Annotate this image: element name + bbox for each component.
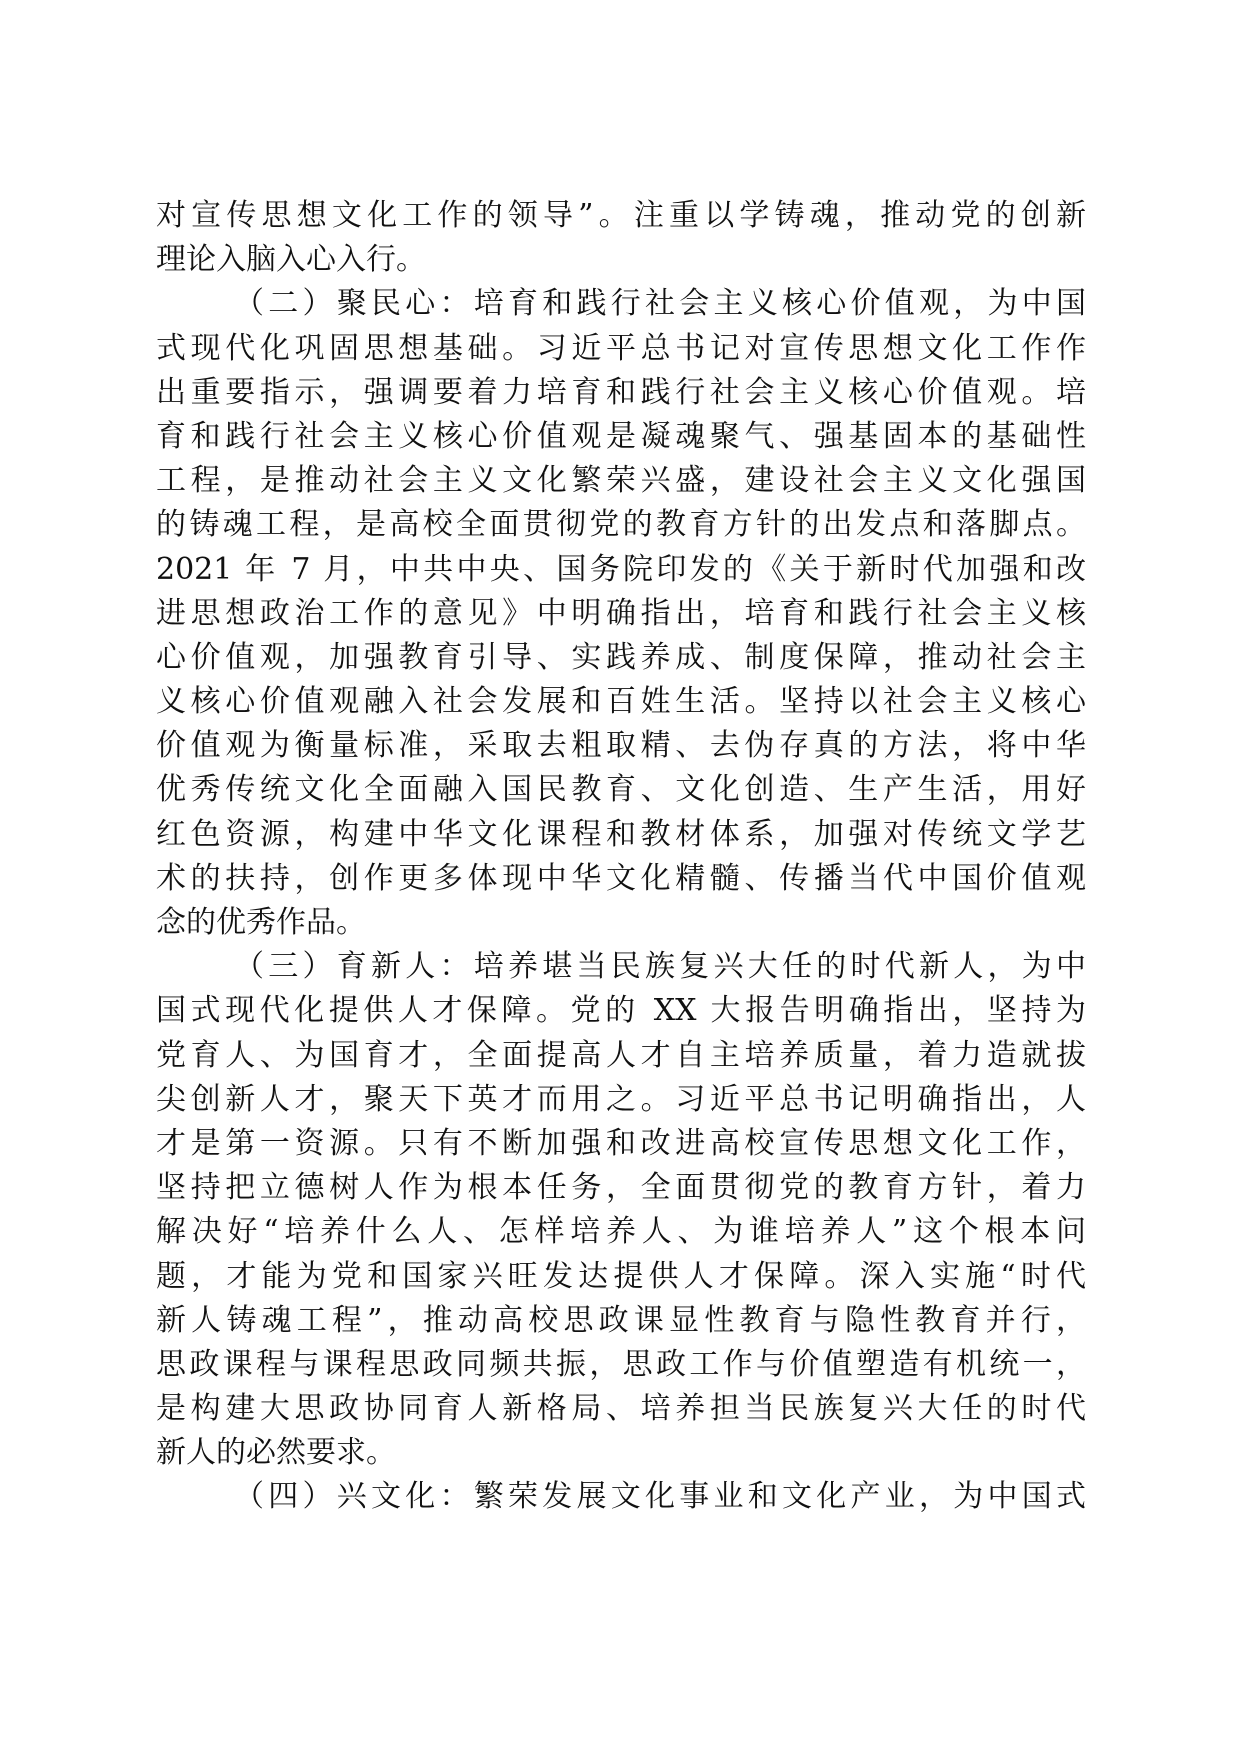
- text-line: 红色资源，构建中华文化课程和教材体系，加强对传统文学艺: [156, 816, 1086, 852]
- text-line: 义核心价值观融入社会发展和百姓生活。坚持以社会主义核心: [156, 684, 1086, 720]
- text-line: 理论入脑入心入行。: [156, 242, 426, 278]
- text-line: 新人铸魂工程”，推动高校思政课显性教育与隐性教育并行，: [156, 1302, 1086, 1338]
- text-line: 术的扶持，创作更多体现中华文化精髓、传播当代中国价值观: [156, 860, 1086, 896]
- text-line: 思政课程与课程思政同频共振，思政工作与价值塑造有机统一，: [156, 1346, 1086, 1382]
- text-line: 优秀传统文化全面融入国民教育、文化创造、生产生活，用好: [156, 772, 1086, 808]
- text-line: 国式现代化提供人才保障。党的 XX 大报告明确指出，坚持为: [156, 993, 1086, 1029]
- section-heading-line: （三）育新人：培养堪当民族复兴大任的时代新人，为中: [234, 949, 1086, 985]
- text-line: 念的优秀作品。: [156, 905, 366, 940]
- text-line: 育和践行社会主义核心价值观是凝魂聚气、强基固本的基础性: [156, 418, 1086, 454]
- text-line: 式现代化巩固思想基础。习近平总书记对宣传思想文化工作作: [156, 330, 1086, 366]
- text-line: 的铸魂工程，是高校全面贯彻党的教育方针的出发点和落脚点。: [156, 507, 1086, 543]
- text-line: 2021 年 7 月，中共中央、国务院印发的《关于新时代加强和改: [156, 551, 1086, 587]
- text-line: 价值观为衡量标准，采取去粗取精、去伪存真的方法，将中华: [156, 728, 1086, 764]
- text-line: 心价值观，加强教育引导、实践养成、制度保障，推动社会主: [156, 639, 1086, 675]
- text-line: 解决好“培养什么人、怎样培养人、为谁培养人”这个根本问: [156, 1214, 1086, 1250]
- text-line: 进思想政治工作的意见》中明确指出，培育和践行社会主义核: [156, 595, 1086, 631]
- text-line: 坚持把立德树人作为根本任务，全面贯彻党的教育方针，着力: [156, 1170, 1086, 1206]
- text-line: 工程，是推动社会主义文化繁荣兴盛，建设社会主义文化强国: [156, 463, 1086, 499]
- text-line: 党育人、为国育才，全面提高人才自主培养质量，着力造就拔: [156, 1037, 1086, 1073]
- text-line: 才是第一资源。只有不断加强和改进高校宣传思想文化工作，: [156, 1125, 1086, 1161]
- section-heading-line: （二）聚民心：培育和践行社会主义核心价值观，为中国: [234, 286, 1086, 322]
- section-heading-line: （四）兴文化：繁荣发展文化事业和文化产业，为中国式: [234, 1479, 1086, 1515]
- text-line: 题，才能为党和国家兴旺发达提供人才保障。深入实施“时代: [156, 1258, 1086, 1294]
- text-line: 新人的必然要求。: [156, 1435, 396, 1471]
- text-line: 是构建大思政协同育人新格局、培养担当民族复兴大任的时代: [156, 1391, 1086, 1427]
- text-line: 尖创新人才，聚天下英才而用之。习近平总书记明确指出，人: [156, 1081, 1086, 1117]
- text-line: 出重要指示，强调要着力培育和践行社会主义核心价值观。培: [156, 374, 1086, 410]
- body-text: [156, 194, 1086, 1520]
- text-line: 对宣传思想文化工作的领导”。注重以学铸魂，推动党的创新: [156, 198, 1086, 233]
